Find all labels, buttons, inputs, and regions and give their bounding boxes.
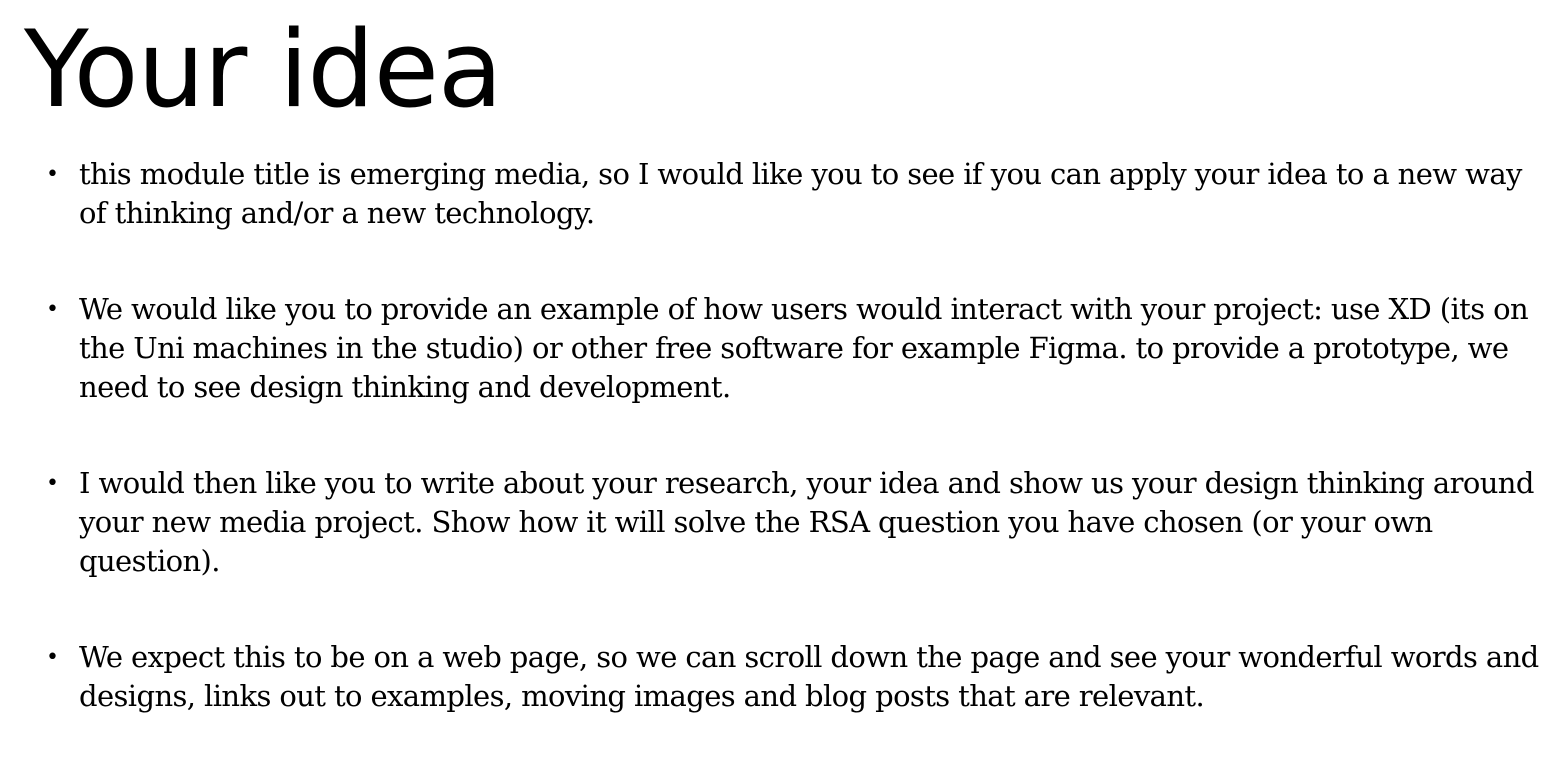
bullet-item — [0, 155, 1540, 233]
bullet-item — [0, 464, 1540, 581]
bullet-text: We expect this to be on a web page, so we can scroll down the page and see your wonderful words and designs, links out to examples, moving images and blog posts that are relevant. — [79, 640, 1539, 713]
bullet-icon: • — [46, 297, 59, 322]
slide-title: Your idea — [24, 8, 502, 131]
bullet-text: I would then like you to write about your research, your idea and show us your design thinking around your new media project. Show how it will solve the RSA question you have chosen (or your own question). — [79, 466, 1534, 578]
bullet-item — [0, 290, 1540, 407]
bullet-icon: • — [46, 645, 59, 670]
bullet-list — [0, 155, 1540, 716]
bullet-text: this module title is emerging media, so I would like you to see if you can apply your idea to a new way of thinking and/or a new technology. — [79, 157, 1522, 230]
bullet-icon: • — [46, 162, 59, 187]
bullet-text: We would like you to provide an example of how users would interact with your project: use XD (its on the Uni machines in the studio) or other free software for example Figma. to provide a prototype, we need to see design thinking and development. — [79, 292, 1529, 404]
bullet-item — [0, 638, 1540, 716]
bullet-icon: • — [46, 471, 59, 496]
